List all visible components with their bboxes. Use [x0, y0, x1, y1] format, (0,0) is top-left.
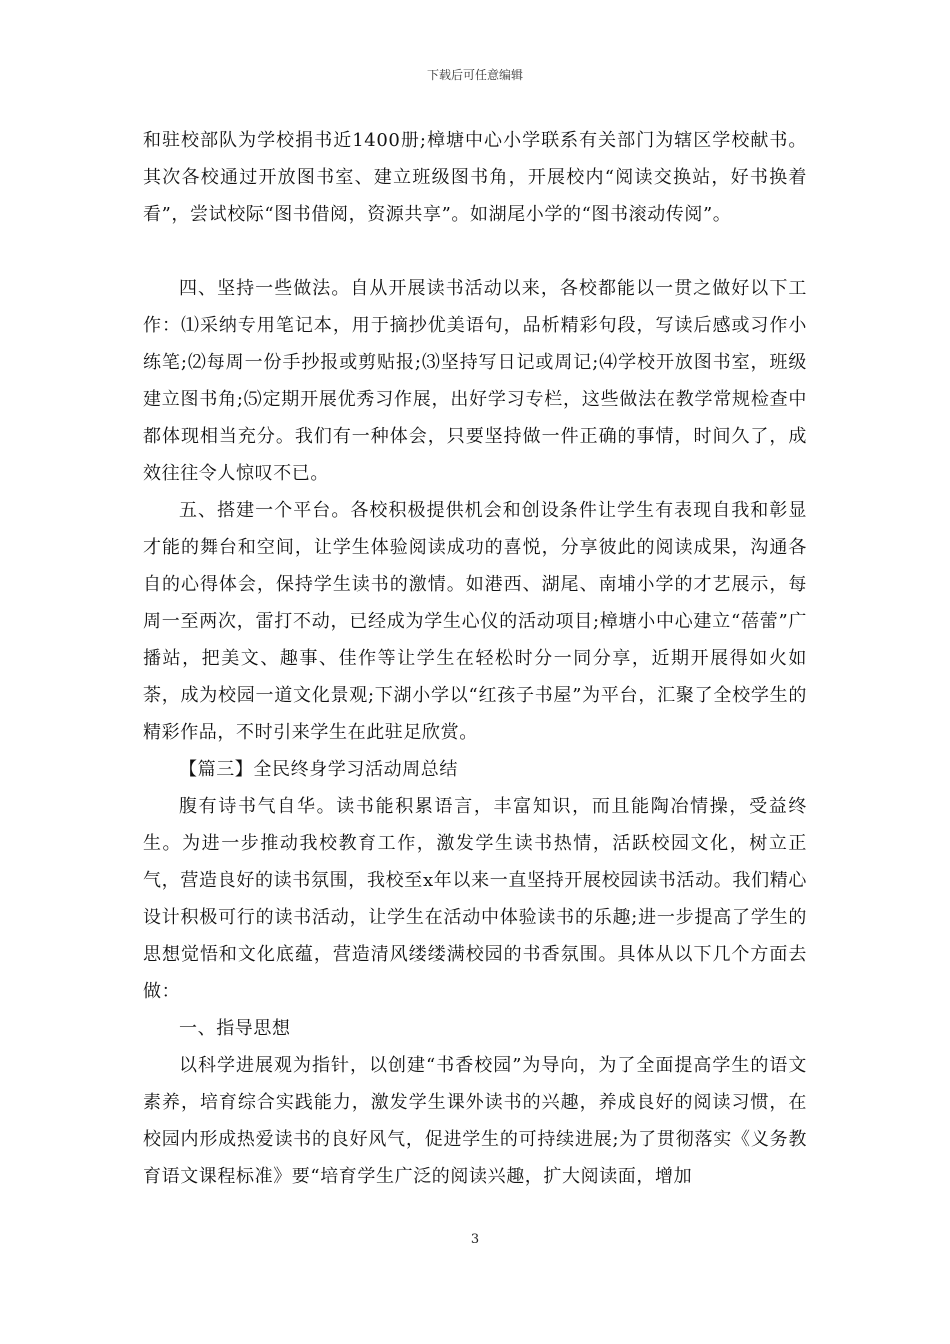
document-body — [143, 122, 807, 1195]
paragraph-spacer — [143, 233, 807, 270]
subheading-guiding-thought: 一、指导思想 — [179, 1018, 291, 1039]
section-heading: 【篇三】全民终身学习活动周总结 — [179, 759, 458, 780]
page-number: 3 — [470, 1232, 480, 1247]
paragraph-continued: 和驻校部队为学校捐书近1400册;樟塘中心小学联系有关部门为辖区学校献书。其次各校通过开放图书室、建立班级图书角，开展校内“阅读交换站，好书换着看”，尝试校际“图书借阅，资源共享”。如湖尾小学的“图书滚动传阅”。 — [143, 130, 807, 225]
paragraph-guiding-thought: 以科学进展观为指针，以创建“书香校园”为导向，为了全面提高学生的语文素养，培育综合实践能力，激发学生课外读书的兴趣，养成良好的阅读习惯，在校园内形成热爱读书的良好风气，促进学生的可持续进展;为了贯彻落实《义务教育语文课程标准》要“培育学生广泛的阅读兴趣，扩大阅读面，增加 — [143, 1055, 807, 1187]
paragraph-section-five: 五、搭建一个平台。各校积极提供机会和创设条件让学生有表现自我和彰显才能的舞台和空间，让学生体验阅读成功的喜悦，分享彼此的阅读成果，沟通各自的心得体会，保持学生读书的激情。如港西、湖尾、南埔小学的才艺展示，每周一至两次，雷打不动，已经成为学生心仪的活动项目;樟塘小中心建立“蓓蕾”广播站，把美文、趣事、佳作等让学生在轻松时分一同分享，近期开展得如火如荼，成为校园一道文化景观;下湖小学以“红孩子书屋”为平台，汇聚了全校学生的精彩作品，不时引来学生在此驻足欣赏。 — [143, 500, 807, 743]
page-header: 下载后可任意编辑 — [426, 68, 523, 82]
paragraph-intro: 腹有诗书气自华。读书能积累语言，丰富知识，而且能陶冶情操，受益终生。为进一步推动我校教育工作，激发学生读书热情，活跃校园文化，树立正气，营造良好的读书氛围，我校至x年以来一直坚持开展校园读书活动。我们精心设计积极可行的读书活动，让学生在活动中体验读书的乐趣;进一步提高了学生的思想觉悟和文化底蕴，营造清风缕缕满校园的书香氛围。具体从以下几个方面去做： — [143, 796, 807, 1002]
paragraph-section-four: 四、坚持一些做法。自从开展读书活动以来，各校都能以一贯之做好以下工作：⑴采纳专用笔记本，用于摘抄优美语句，品析精彩句段，写读后感或习作小练笔;⑵每周一份手抄报或剪贴报;⑶坚持写日记或周记;⑷学校开放图书室，班级建立图书角;⑸定期开展优秀习作展，出好学习专栏，这些做法在教学常规检查中都体现相当充分。我们有一种体会，只要坚持做一件正确的事情，时间久了，成效往往令人惊叹不已。 — [143, 278, 807, 484]
